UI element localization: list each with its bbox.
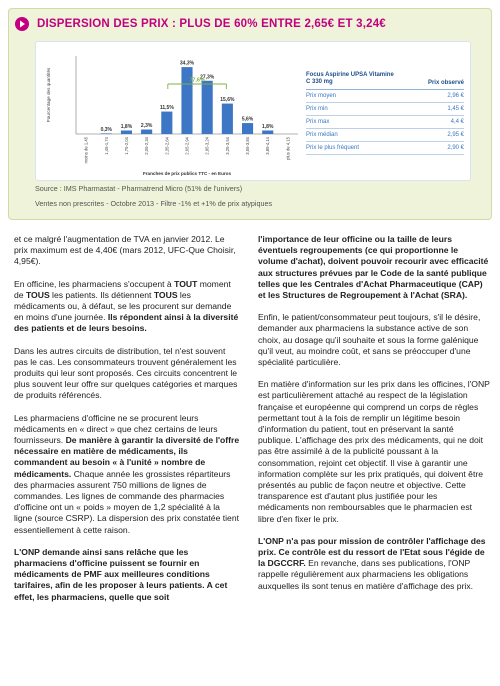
paragraph	[14, 346, 240, 402]
bar-value-label: 1,8%	[120, 123, 133, 130]
bar	[222, 104, 233, 134]
chart-panel	[35, 41, 471, 181]
paragraph	[14, 234, 240, 268]
text-run: moment de	[14, 278, 231, 300]
bar-value-label: 5,6%	[241, 116, 254, 123]
text-run: En officine, les pharmaciens s'occupent à	[14, 278, 175, 289]
x-tick-label: 2,35-2,64	[164, 137, 170, 155]
paragraph	[258, 312, 490, 368]
text-run: L'ONP n'a pas pour mission de contrôler l'affichage des prix. Ce contrôle est du ressort de l'Etat sous l'égide de la DGCCRF.	[258, 535, 486, 569]
price-table-row	[306, 142, 464, 155]
bar	[101, 133, 112, 134]
text-run: TOUT	[174, 278, 198, 289]
x-tick-label: plus de 4,15	[285, 137, 291, 160]
price-table-header-price: Prix observé	[427, 80, 464, 86]
text-run: Ils répondent ainsi à la diversité des patients et de leurs besoins.	[14, 312, 239, 334]
text-run: Enfin, le patient/consommateur peut toujours, s'il le désire, demander aux pharmaciens la substance active de son choix, au dosage qu'il souhaite et sous la forme galénique qu'il veut, au moindre coût, et sans se préoccuper d'une spécialité particulière.	[258, 312, 481, 368]
figure-title: DISPERSION DES PRIX : PLUS DE 60% ENTRE 2,65€ ET 3,24€	[37, 18, 386, 30]
price-table-header-product: Focus Aspirine UPSA Vitamine C 330 mg	[306, 72, 394, 85]
text-run: L'ONP demande ainsi sans relâche que les pharmaciens d'officine puissent se fournir en médicaments de PMF aux meilleures conditions tarifaires, afin de les proposer à leurs patients. A cet effet, les pharmaciens, quelle que soit	[14, 546, 228, 602]
text-column-left	[14, 234, 240, 614]
bar-value-label: 27,3%	[200, 74, 215, 81]
bar	[262, 130, 273, 134]
price-table-row	[306, 103, 464, 116]
price-table-label: Prix le plus fréquent	[306, 145, 360, 151]
x-tick-label: moins de 1,45	[83, 137, 89, 164]
price-table-row	[306, 129, 464, 142]
paragraph	[14, 413, 240, 536]
figure-source: Source : IMS Pharmastat - Pharmatrend Micro (51% de l'univers)	[35, 184, 243, 193]
price-table-value: 2,95 €	[447, 132, 464, 138]
bar	[161, 112, 172, 134]
text-run: les médicaments ou, à défaut, se les procurent sur demande en moins d'une journée.	[14, 289, 232, 323]
annotation-label: 77,6%	[189, 77, 205, 84]
x-tick-label: 1,45-1,74	[103, 137, 109, 155]
paragraph	[14, 279, 240, 335]
paragraph	[258, 234, 490, 301]
price-table-label: Prix moyen	[306, 93, 337, 99]
paragraph	[14, 547, 240, 603]
price-table-value: 1,45 €	[447, 106, 464, 112]
text-run: TOUS	[153, 289, 178, 300]
y-axis-label: Pourcentage des quantités	[46, 67, 51, 123]
figure-box	[8, 8, 492, 220]
figure-note: Ventes non prescrites - Octobre 2013 - Filtre -1% et +1% de prix atypiques	[35, 199, 273, 208]
bar-value-label: 1,8%	[262, 123, 274, 130]
price-table-value: 2,90 €	[447, 145, 464, 151]
bar-value-label: 11,5%	[159, 105, 174, 112]
price-table-header	[306, 72, 464, 90]
bar	[121, 130, 132, 134]
text-run: En revanche, dans ses publications, l'ONP rappelle régulièrement aux pharmaciens les obligations auxquelles ils sont tenus en matière d'affichage des prix.	[258, 558, 474, 591]
bar	[141, 130, 152, 134]
text-run: et ce malgré l'augmentation de TVA en janvier 2012. Le prix maximum est de 4,40€ (mars 2012, UFC-Que Choisir, 4,95€).	[14, 234, 236, 267]
price-table-row	[306, 90, 464, 103]
text-run: Dans les autres circuits de distribution, tel n'est souvent pas le cas. Les consommateurs trouvent généralement les produits qui leur sont proposés. Ces circuits concentrent le plus souvent leur offre sur quelques catégories et marques de produits référencés.	[14, 345, 238, 401]
text-column-right	[258, 234, 490, 603]
text-run: les patients. Ils détiennent	[49, 289, 154, 300]
price-table-label: Prix médian	[306, 132, 338, 138]
x-tick-label: 2,95-3,24	[204, 137, 210, 155]
x-tick-label: 3,25-3,54	[224, 137, 230, 155]
price-table-value: 4,4 €	[450, 119, 464, 125]
price-table-label: Prix max	[306, 119, 330, 125]
text-run: l'importance de leur officine ou la taille de leurs éventuels regroupements (ce qui proportionne le volume d'achat), doivent pouvoir recourir avec efficacité aux structures prévues par le Code de la santé publique telles que les Centrales d'Achat Pharmaceutique (CAP) et les Structures de Regroupement à l'Achat (SRA).	[258, 234, 489, 301]
text-run: Les pharmaciens d'officine ne se procurent leurs médicaments en « direct » que chez certains de leurs fournisseurs.	[14, 412, 218, 446]
text-run: En matière d'information sur les prix dans les officines, l'ONP est particulièrement attaché au respect de la législation française et européenne qui comprend un corps de règles permettant tout à la fois de remplir un légitime besoin d'information du patient, tout en préservant la santé publique. L'affichage des prix des médicaments, qui ne doit pas être assimilé à de la publicité poussant à la consommation, rejoint cet objectif. Il vise à garantir une information complète sur les prix pratiqués, qui doivent être présentés au public de façon neutre et objective. Cette transparence est d'autant plus justifiée pour les médicaments non remboursables que le pharmacien est libre d'en fixer le prix.	[258, 379, 490, 524]
bar	[242, 123, 253, 134]
price-table-row	[306, 116, 464, 129]
text-run: De manière à garantir la diversité de l'offre nécessaire en matière de médicaments, ils commandent au besoin « à l'unité » nombre de médicaments.	[14, 435, 240, 479]
x-tick-label: 2,65-2,94	[184, 137, 190, 155]
price-table-label: Prix min	[306, 106, 328, 112]
play-icon	[15, 17, 29, 31]
bar	[202, 81, 213, 134]
x-tick-label: 3,55-3,84	[245, 137, 251, 155]
price-table-value: 2,96 €	[447, 93, 464, 99]
bar-value-label: 0,3%	[100, 126, 112, 133]
paragraph	[258, 536, 490, 592]
bar-value-label: 34,3%	[179, 60, 195, 67]
paragraph	[258, 379, 490, 525]
x-tick-label: 1,75-2,04	[123, 137, 129, 155]
bar-value-label: 2,3%	[140, 123, 153, 130]
x-tick-label: 2,05-2,34	[144, 137, 150, 155]
x-axis-label: Franches de prix publics TTC - en Euros	[142, 171, 232, 176]
bar-value-label: 15,6%	[220, 97, 235, 104]
price-table	[306, 72, 464, 155]
x-tick-label: 3,85-4,14	[265, 137, 271, 155]
text-run: TOUS	[25, 289, 50, 300]
text-run: Chaque année les grossistes répartiteurs des pharmacies assurent 750 millions de lignes de commandes. Les lignes de commande des pharmacies d'officine ont un « poids » moyen de 1,2 spécialité à la ligne (source CSRP). La dispersion des prix constatée tient essentiellement à cette raison.	[14, 468, 239, 535]
figure-header	[15, 17, 386, 31]
